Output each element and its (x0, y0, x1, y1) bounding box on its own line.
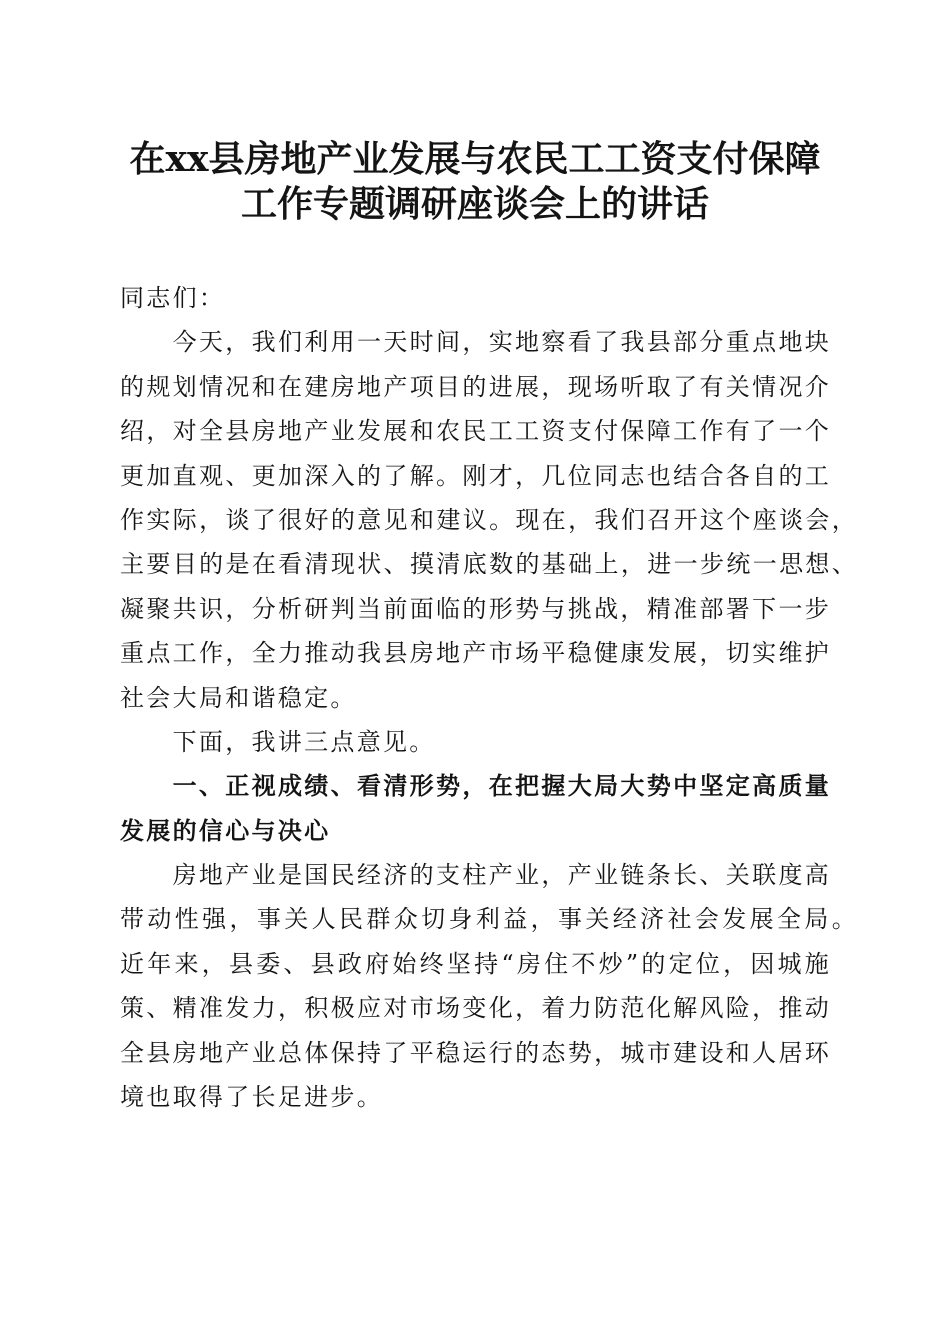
intro-line: 作实际，谈了很好的意见和建议。现在，我们召开这个座谈会， (120, 505, 857, 534)
intro-paragraph (120, 320, 860, 720)
intro-line: 绍，对全县房地产业发展和农民工工资支付保障工作有了一个 (120, 417, 830, 446)
intro-line: 凝聚共识，分析研判当前面临的形势与挑战，精准部署下一步 (120, 594, 830, 623)
document-title (0, 137, 950, 227)
intro-line: 的规划情况和在建房地产项目的进展，现场听取了有关情况介 (120, 372, 830, 401)
intro-line: 主要目的是在看清现状、摸清底数的基础上，进一步统一思想、 (120, 550, 857, 579)
section-line: 房地产业是国民经济的支柱产业，产业链条长、关联度高 (172, 861, 830, 890)
section-heading (120, 764, 860, 853)
section-line: 境也取得了长足进步。 (120, 1083, 383, 1112)
intro-line: 社会大局和谐稳定。 (120, 683, 357, 712)
section-heading-line: 一、正视成绩、看清形势，在把握大局大势中坚定高质量 (172, 772, 830, 801)
salutation: 同志们： (120, 284, 226, 312)
title-line-1: 在xx县房地产业发展与农民工工资支付保障 (129, 138, 821, 180)
intro-line: 重点工作，全力推动我县房地产市场平稳健康发展，切实维护 (120, 639, 830, 668)
section-line: 带动性强，事关人民群众切身利益，事关经济社会发展全局。 (120, 905, 857, 934)
transition-paragraph: 下面，我讲三点意见。 (172, 727, 436, 756)
section-heading-line: 发展的信心与决心 (120, 816, 331, 845)
speech-body (120, 276, 860, 1119)
title-line-2: 工作专题调研座谈会上的讲话 (240, 183, 709, 225)
intro-line: 今天，我们利用一天时间，实地察看了我县部分重点地块 (172, 328, 830, 357)
section-line: 全县房地产业总体保持了平稳运行的态势，城市建设和人居环 (120, 1038, 830, 1067)
intro-line: 更加直观、更加深入的了解。刚才，几位同志也结合各自的工 (120, 461, 830, 490)
section-line: 近年来，县委、县政府始终坚持“房住不炒”的定位，因城施 (120, 949, 830, 978)
section-line: 策、精准发力，积极应对市场变化，着力防范化解风险，推动 (120, 994, 830, 1023)
section-paragraph (120, 853, 860, 1119)
